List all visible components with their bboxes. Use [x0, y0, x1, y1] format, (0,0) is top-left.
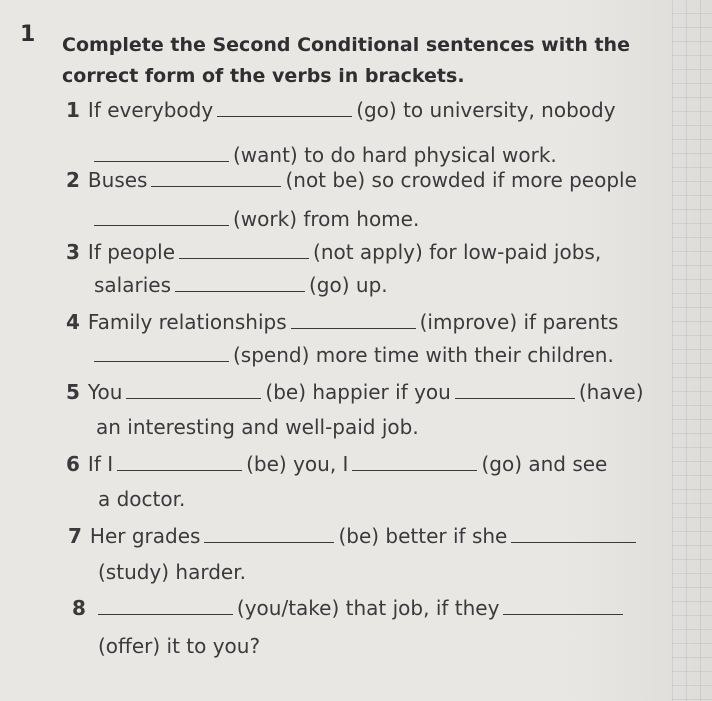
item-text: (not be) so crowded if more people	[285, 168, 637, 192]
item-text: (be) happier if you	[265, 380, 451, 404]
item-text: (spend) more time with their children.	[233, 343, 614, 367]
item-number: 8	[72, 596, 86, 620]
item-text: (go) to university, nobody	[356, 98, 616, 122]
answer-blank[interactable]	[94, 343, 229, 362]
answer-blank[interactable]	[94, 143, 229, 162]
item-5-line-1	[66, 380, 644, 404]
answer-blank[interactable]	[126, 380, 261, 399]
answer-blank[interactable]	[117, 452, 242, 471]
item-text: Her grades	[89, 524, 201, 548]
exercise-number: 1	[20, 22, 36, 47]
item-text: (offer) it to you?	[98, 634, 261, 658]
answer-blank[interactable]	[175, 273, 305, 292]
item-text: (go) and see	[481, 452, 608, 476]
answer-blank[interactable]	[291, 310, 416, 329]
item-text: a doctor.	[98, 487, 186, 511]
item-text: salaries	[94, 273, 171, 297]
grid-paper-edge	[672, 0, 712, 701]
item-number: 5	[66, 380, 80, 404]
answer-blank[interactable]	[511, 524, 636, 543]
item-8-line-1	[72, 596, 627, 620]
item-text: If I	[87, 452, 114, 476]
item-5-line-2	[96, 415, 419, 439]
item-4-line-1	[66, 310, 618, 334]
item-4-line-2	[90, 343, 614, 367]
item-text: (want) to do hard physical work.	[233, 143, 557, 167]
item-2-line-2	[90, 207, 419, 231]
answer-blank[interactable]	[151, 168, 281, 187]
item-text: Buses	[87, 168, 148, 192]
item-text: (go) up.	[309, 273, 388, 297]
answer-blank[interactable]	[217, 98, 352, 117]
answer-blank[interactable]	[179, 240, 309, 259]
exercise-instructions: Complete the Second Conditional sentences with the correct form of the verbs in brackets.	[62, 34, 630, 87]
item-text: (be) better if she	[338, 524, 508, 548]
answer-blank[interactable]	[204, 524, 334, 543]
item-7-line-2	[98, 560, 246, 584]
item-text: (you/take) that job, if they	[236, 596, 500, 620]
item-text: (improve) if parents	[419, 310, 619, 334]
item-text: If everybody	[87, 98, 214, 122]
item-text: (study) harder.	[98, 560, 246, 584]
answer-blank[interactable]	[352, 452, 477, 471]
item-text: If people	[87, 240, 176, 264]
item-3-line-1	[66, 240, 601, 264]
answer-blank[interactable]	[455, 380, 575, 399]
answer-blank[interactable]	[503, 596, 623, 615]
item-number: 3	[66, 240, 80, 264]
item-number: 2	[66, 168, 80, 192]
item-8-line-2	[98, 634, 260, 658]
item-text: (have)	[578, 380, 644, 404]
item-6-line-1	[66, 452, 607, 476]
answer-blank[interactable]	[98, 596, 233, 615]
item-number: 4	[66, 310, 80, 334]
item-text: Family relationships	[87, 310, 287, 334]
item-number: 7	[68, 524, 82, 548]
item-text: (be) you, I	[246, 452, 349, 476]
answer-blank[interactable]	[94, 207, 229, 226]
item-7-line-1	[68, 524, 640, 548]
item-text: (not apply) for low-paid jobs,	[313, 240, 602, 264]
item-number: 1	[66, 98, 80, 122]
item-3-line-2	[94, 273, 388, 297]
item-text: an interesting and well-paid job.	[96, 415, 419, 439]
item-1-line-2	[90, 143, 557, 167]
item-2-line-1	[66, 168, 637, 192]
item-1-line-1	[66, 98, 616, 122]
item-number: 6	[66, 452, 80, 476]
item-6-line-2	[98, 487, 185, 511]
item-text: (work) from home.	[233, 207, 420, 231]
item-text: You	[87, 380, 123, 404]
